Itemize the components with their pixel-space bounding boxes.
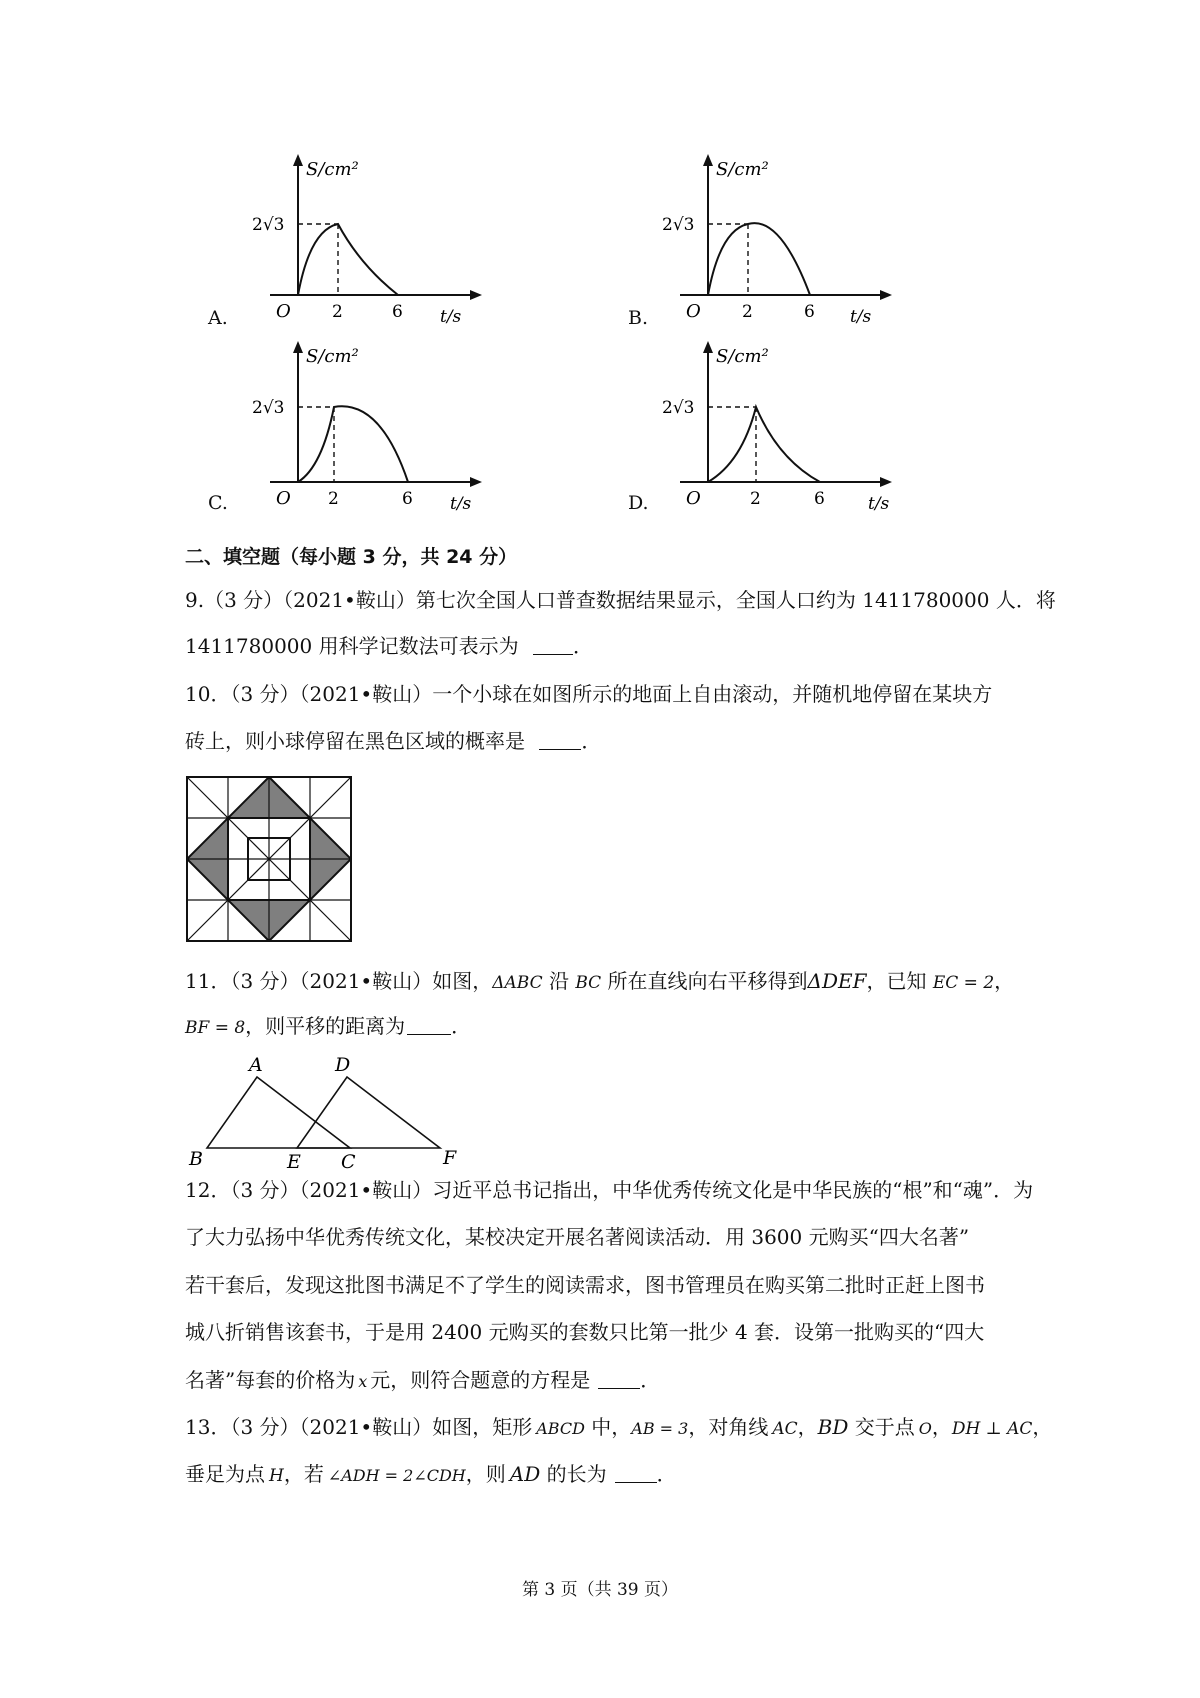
x-tick-6: 6: [804, 302, 815, 322]
q13-comma2: ，: [931, 1415, 952, 1439]
q13-dh: DH ⊥ AC: [951, 1419, 1033, 1439]
q13-ac: AC: [772, 1419, 798, 1439]
q13-ad: AD: [509, 1462, 541, 1486]
y-value-label: 2√3: [662, 215, 695, 235]
y-axis-label: S/cm²: [716, 346, 769, 367]
q13-comma3: ，: [1032, 1415, 1053, 1439]
y-value-label: 2√3: [252, 398, 285, 418]
q11-mid: 所在直线向右平移得到: [601, 969, 808, 993]
option-label-c: C.: [208, 492, 228, 514]
label-c: C: [341, 1151, 356, 1170]
q11-def: ΔDEF: [807, 969, 867, 993]
x-tick-2: 2: [332, 302, 343, 322]
y-axis-label: S/cm²: [306, 346, 359, 367]
q11-comma: ，: [994, 969, 1015, 993]
q12-line3: 若干套后，发现这批图书满足不了学生的阅读需求，图书管理员在购买第二批时正赶上图书: [185, 1273, 985, 1297]
q13-then: ，则: [465, 1462, 506, 1486]
label-f: F: [443, 1147, 457, 1169]
q13-diag: ，对角线: [688, 1415, 769, 1439]
graph-option-d: [660, 337, 900, 512]
q13-angle: ∠ADH = 2∠CDH: [327, 1466, 466, 1485]
origin-label: O: [686, 301, 701, 322]
q11-line2-text: ，则平移的距离为: [245, 1014, 406, 1038]
q9-end: ．: [572, 634, 593, 658]
q13-comma: ，: [797, 1415, 818, 1439]
origin-label: O: [276, 488, 291, 509]
tile-pattern-figure: [186, 776, 352, 942]
answer-blank: [407, 1018, 451, 1035]
origin-label: O: [276, 301, 291, 322]
q10-line2: [185, 731, 601, 751]
section-title: 二、填空题（每小题 3 分，共 24 分）: [185, 546, 518, 568]
q13-abcd: ABCD: [536, 1419, 585, 1438]
y-value-label: 2√3: [662, 398, 695, 418]
graph-option-a: [250, 150, 490, 325]
x-axis-label: t/s: [450, 494, 472, 512]
x-axis-label: t/s: [850, 307, 872, 325]
x-tick-2: 2: [750, 489, 761, 509]
option-label-a: A.: [208, 307, 228, 329]
x-tick-6: 6: [392, 302, 403, 322]
q12-end: ．: [640, 1368, 661, 1392]
q12-line5-prefix: 名著”每套的价格为: [185, 1368, 356, 1392]
answer-blank: [533, 638, 573, 655]
q12-line2: 了大力弘扬中华优秀传统文化，某校决定开展名著阅读活动．用 3600 元购买“四大名著”: [185, 1225, 970, 1249]
label-d: D: [335, 1055, 351, 1076]
graph-option-c: [250, 337, 490, 512]
q10-line2-text: 砖上，则小球停留在黑色区域的概率是: [185, 729, 525, 753]
q12-var: x: [358, 1372, 368, 1391]
answer-blank: [615, 1466, 657, 1483]
x-tick-2: 2: [742, 302, 753, 322]
q13-prefix: 13．（3 分）（2021•鞍山）如图，矩形: [185, 1415, 533, 1439]
label-b: B: [189, 1148, 203, 1170]
q11-line2: [185, 1016, 471, 1038]
q13-zhong: 中，: [584, 1415, 632, 1439]
page-footer: 第 3 页（共 39 页）: [521, 1580, 679, 1600]
q11-along: 沿: [542, 969, 576, 993]
q13-bd: BD: [817, 1415, 849, 1439]
y-value-label: 2√3: [252, 215, 285, 235]
q10-end: ．: [581, 729, 602, 753]
answer-blank: [598, 1372, 640, 1389]
q12-line5: [185, 1370, 660, 1392]
q11-bc: BC: [575, 973, 602, 993]
q11-known: ，已知: [866, 969, 933, 993]
x-axis-label: t/s: [440, 307, 462, 325]
q13-if: ，若: [283, 1462, 324, 1486]
q11-line1: [185, 971, 1014, 993]
q13-ab: AB = 3: [631, 1419, 689, 1438]
q13-line2-prefix: 垂足为点: [185, 1462, 265, 1486]
answer-blank: [539, 733, 581, 750]
x-tick-6: 6: [402, 489, 413, 509]
q9-line1: 9.（3 分）（2021•鞍山）第七次全国人口普查数据结果显示，全国人口约为 1411780000 人．将: [185, 588, 1056, 612]
q11-ec: EC = 2: [932, 973, 995, 993]
option-label-b: B.: [628, 307, 649, 329]
q11-prefix: 11．（3 分）（2021•鞍山）如图，: [185, 969, 493, 993]
x-axis-label: t/s: [868, 494, 890, 512]
q10-line1: 10．（3 分）（2021•鞍山）一个小球在如图所示的地面上自由滚动，并随机地停留在某块方: [185, 682, 993, 706]
q12-line4: 城八折销售该套书，于是用 2400 元购买的套数只比第一批少 4 套．设第一批购买的“四大: [185, 1320, 985, 1344]
q12-line5-suffix: 元，则符合题意的方程是: [370, 1368, 591, 1392]
q13-line2: [185, 1464, 677, 1486]
q9-line2: [185, 636, 593, 656]
q13-o: O: [918, 1419, 932, 1438]
y-axis-label: S/cm²: [716, 159, 769, 180]
y-axis-label: S/cm²: [306, 159, 359, 180]
q11-end: ．: [451, 1014, 472, 1038]
label-a: A: [249, 1055, 263, 1076]
triangle-translation-figure: [185, 1055, 475, 1170]
q13-h: H: [269, 1466, 284, 1486]
q13-end: ．: [656, 1462, 677, 1486]
q13-meet: 交于点: [848, 1415, 915, 1439]
q13-len: 的长为: [540, 1462, 607, 1486]
option-label-d: D.: [628, 492, 649, 514]
origin-label: O: [686, 488, 701, 509]
q13-line1: [185, 1417, 1052, 1439]
q12-line1: 12．（3 分）（2021•鞍山）习近平总书记指出，中华优秀传统文化是中华民族的“根”和“魂”．为: [185, 1178, 1034, 1202]
q11-abc: ΔABC: [492, 973, 543, 993]
x-tick-6: 6: [814, 489, 825, 509]
label-e: E: [287, 1151, 301, 1170]
q11-bf: BF = 8: [185, 1018, 246, 1038]
x-tick-2: 2: [328, 489, 339, 509]
graph-option-b: [660, 150, 900, 325]
q9-line2-text: 1411780000 用科学记数法可表示为: [185, 634, 519, 658]
